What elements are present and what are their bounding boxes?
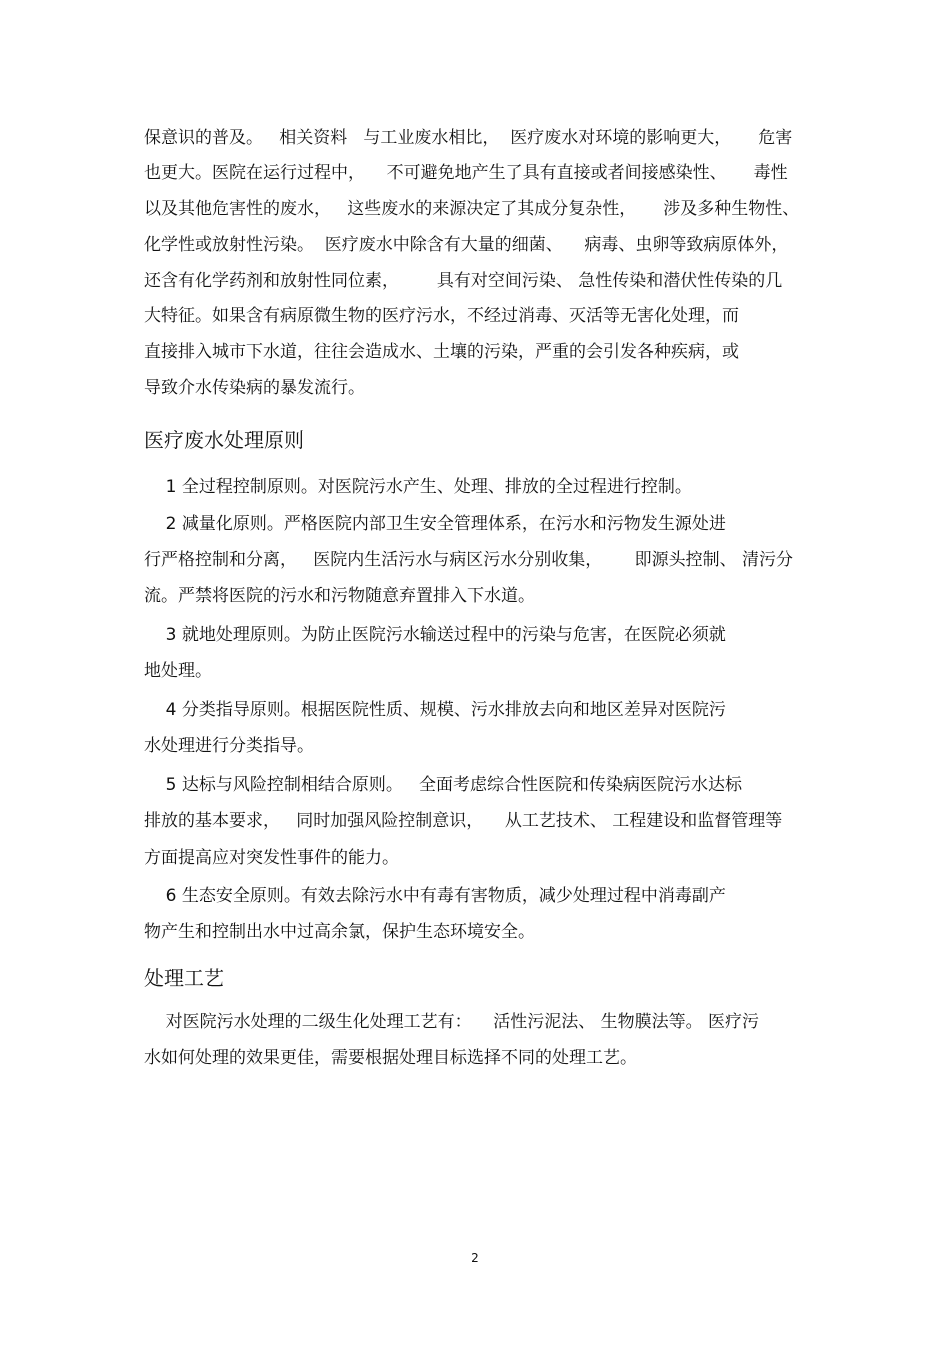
principle-line: 6 生态安全原则。有效去除污水中有毒有害物质，减少处理过程中消毒副产 — [144, 886, 726, 906]
principle-line: 方面提高应对突发性事件的能力。 — [144, 848, 399, 868]
process-line: 水如何处理的效果更佳，需要根据处理目标选择不同的处理工艺。 — [144, 1048, 637, 1068]
intro-line: 导致介水传染病的暴发流行。 — [144, 378, 365, 398]
principle-line: 物产生和控制出水中过高余氯，保护生态环境安全。 — [144, 922, 535, 942]
principle-line: 流。严禁将医院的污水和污物随意弃置排入下水道。 — [144, 586, 535, 606]
principle-line: 排放的基本要求， 同时加强风险控制意识， 从工艺技术、 工程建设和监督管理等 — [144, 811, 783, 831]
intro-line: 直接排入城市下水道，往往会造成水、土壤的污染，严重的会引发各种疾病，或 — [144, 342, 739, 362]
principle-line: 地处理。 — [144, 661, 212, 681]
intro-line: 还含有化学药剂和放射性同位素， 具有对空间污染、 急性传染和潜伏性传染的几 — [144, 271, 783, 291]
principle-line: 3 就地处理原则。为防止医院污水输送过程中的污染与危害，在医院必须就 — [144, 625, 726, 645]
page-number: 2 — [471, 1251, 479, 1265]
intro-line: 也更大。医院在运行过程中， 不可避免地产生了具有直接或者间接感染性、 毒性 — [144, 163, 788, 183]
intro-line: 大特征。如果含有病原微生物的医疗污水，不经过消毒、灭活等无害化处理，而 — [144, 306, 739, 326]
principle-line: 水处理进行分类指导。 — [144, 736, 314, 756]
principle-line: 2 减量化原则。严格医院内部卫生安全管理体系，在污水和污物发生源处进 — [144, 514, 726, 534]
intro-line: 以及其他危害性的废水， 这些废水的来源决定了其成分复杂性， 涉及多种生物性、 — [144, 199, 800, 219]
principle-line: 行严格控制和分离， 医院内生活污水与病区污水分别收集， 即源头控制、 清污分 — [144, 550, 794, 570]
principle-line: 4 分类指导原则。根据医院性质、规模、污水排放去向和地区差异对医院污 — [144, 700, 726, 720]
principle-line: 1 全过程控制原则。对医院污水产生、处理、排放的全过程进行控制。 — [144, 477, 692, 497]
section-heading-process: 处理工艺 — [144, 966, 224, 990]
intro-line: 保意识的普及。 相关资料 与工业废水相比， 医疗废水对环境的影响更大， 危害 — [144, 128, 793, 148]
principle-line: 5 达标与风险控制相结合原则。 全面考虑综合性医院和传染病医院污水达标 — [144, 775, 743, 795]
process-line: 对医院污水处理的二级生化处理工艺有： 活性污泥法、 生物膜法等。 医疗污 — [144, 1012, 760, 1032]
intro-line: 化学性或放射性污染。 医疗废水中除含有大量的细菌、 病毒、虫卵等致病原体外， — [144, 235, 789, 255]
section-heading-principles: 医疗废水处理原则 — [144, 428, 304, 452]
